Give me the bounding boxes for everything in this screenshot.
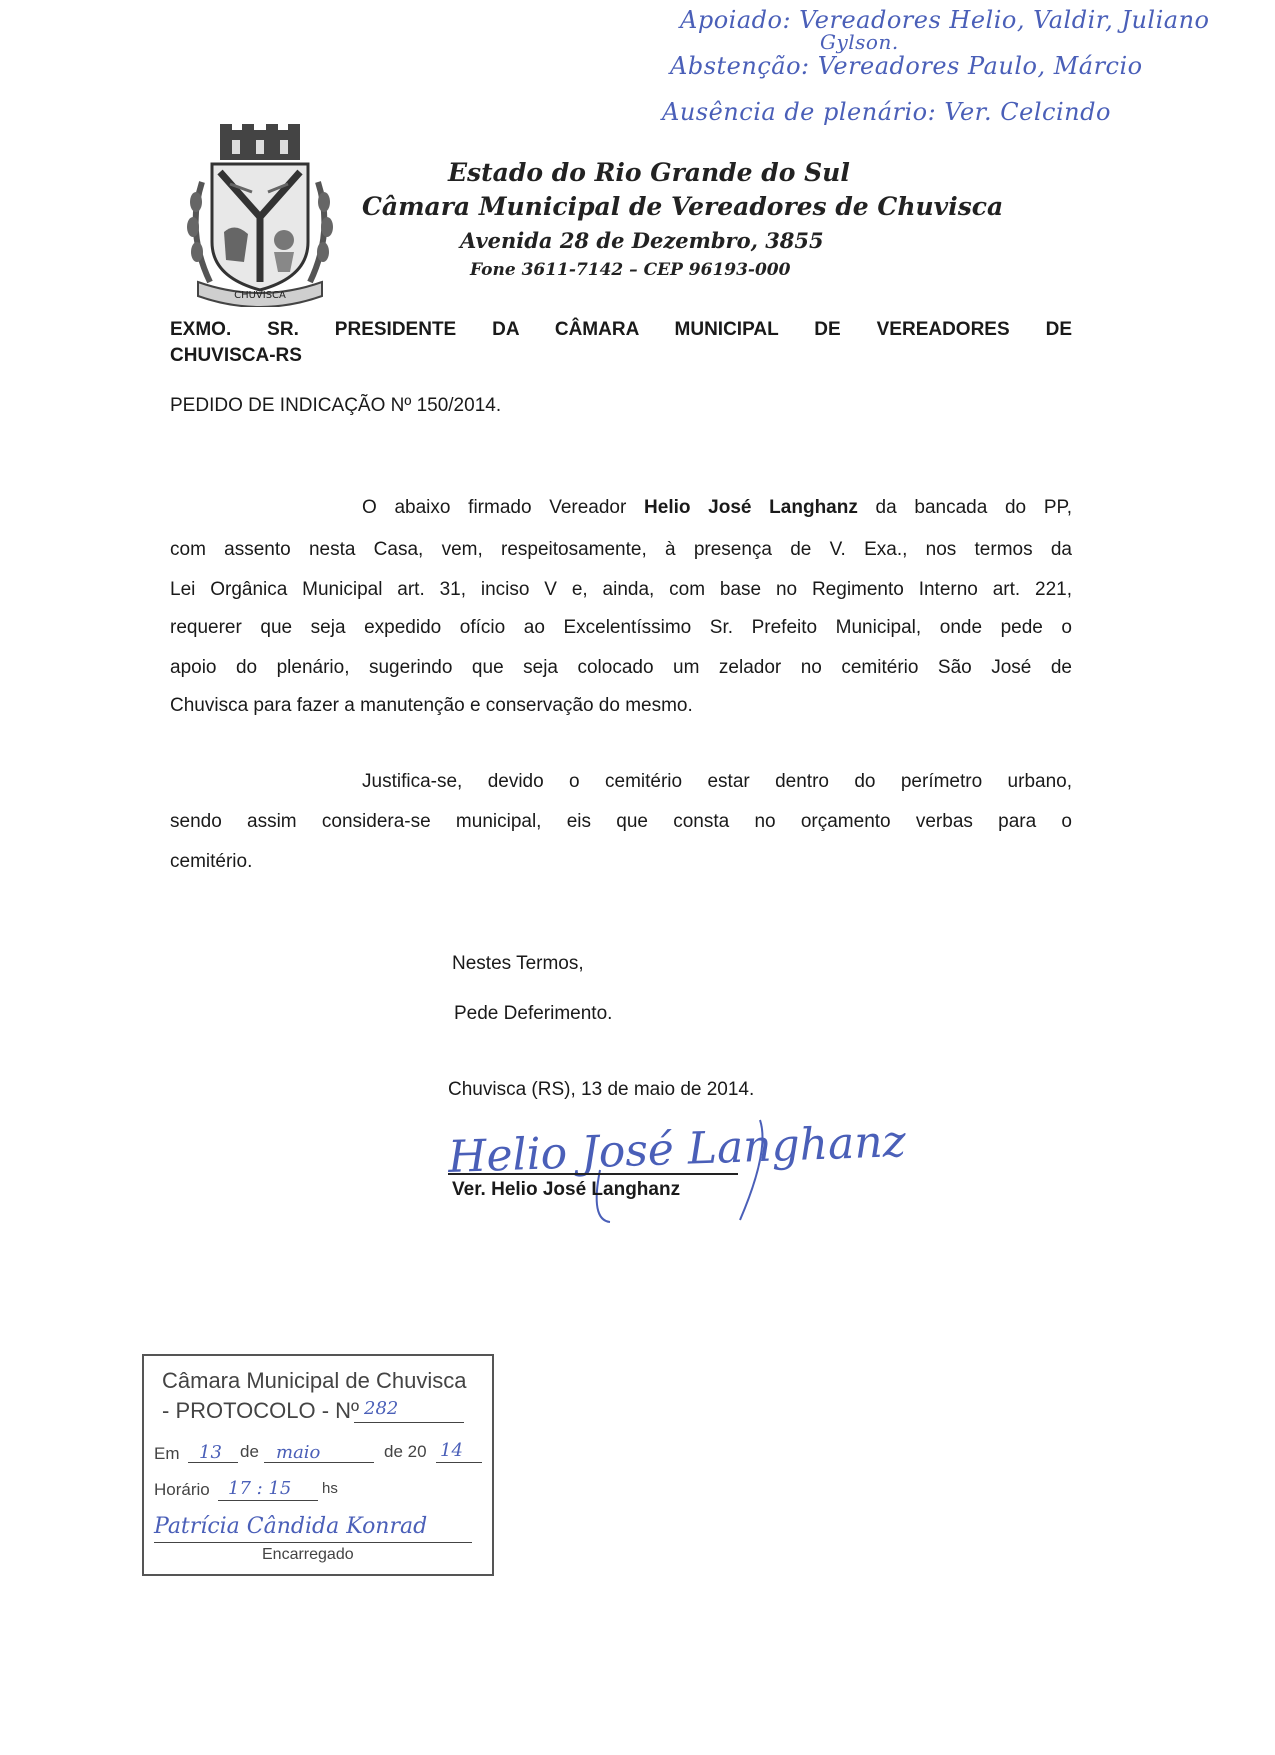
stamp-em-label: Em: [154, 1444, 180, 1463]
annotation-absence: Ausência de plenário: Ver. Celcindo: [662, 98, 1111, 126]
stamp-protocol-label: - PROTOCOLO - Nº: [162, 1398, 360, 1423]
stamp-clerk-line: [154, 1542, 472, 1543]
closing-request: Pede Deferimento.: [454, 1003, 613, 1024]
stamp-year-label: de 20: [384, 1442, 427, 1461]
signature-line: [448, 1173, 738, 1175]
signature-printed-name: Ver. Helio José Langhanz: [452, 1179, 681, 1200]
paragraph-1-line-2: com assento nesta Casa, vem, respeitosamente, à presença de V. Exa., nos termos da: [170, 539, 1072, 560]
stamp-title: Câmara Municipal de Chuvisca: [162, 1368, 467, 1393]
annotation-supported: Apoiado: Vereadores Helio, Valdir, Juliano: [680, 6, 1210, 34]
stamp-time-value: 17 : 15: [228, 1478, 292, 1499]
paragraph-2-line-2: sendo assim considera-se municipal, eis que consta no orçamento verbas para o: [170, 811, 1072, 832]
letterhead-state: Estado do Rio Grande do Sul: [448, 158, 850, 187]
stamp-protocol-line: [354, 1422, 464, 1423]
paragraph-1-line-5: apoio do plenário, sugerindo que seja colocado um zelador no cemitério São José de: [170, 657, 1072, 678]
closing-place-date: Chuvisca (RS), 13 de maio de 2014.: [448, 1079, 755, 1100]
stamp-year: 14: [440, 1440, 463, 1461]
letterhead-phone: Fone 3611-7142 – CEP 96193-000: [470, 260, 791, 280]
stamp-protocol-number: 282: [364, 1398, 399, 1419]
paragraph-1-lead: O abaixo firmado Vereador: [362, 497, 645, 518]
paragraph-1-line-3: Lei Orgânica Municipal art. 31, inciso V e, ainda, com base no Regimento Interno art. 221,: [170, 579, 1072, 600]
stamp-year-line: [436, 1462, 482, 1463]
stamp-hs-label: hs: [322, 1480, 338, 1497]
municipal-crest-logo: [180, 122, 340, 307]
paragraph-1-party: da bancada do PP,: [857, 497, 1072, 518]
protocol-stamp: [142, 1354, 494, 1576]
stamp-time-line: [218, 1500, 318, 1501]
signature-script: Helio José Langhanz: [447, 1116, 907, 1183]
stamp-month: maio: [276, 1442, 321, 1463]
addressee-line-1: EXMO. SR. PRESIDENTE DA CÂMARA MUNICIPAL DE VEREADORES DE: [170, 319, 1072, 340]
letterhead-chamber: Câmara Municipal de Vereadores de Chuvisca: [362, 192, 1004, 221]
annotation-abstention: Abstenção: Vereadores Paulo, Márcio: [670, 52, 1143, 80]
paragraph-2-line-3: cemitério.: [170, 851, 253, 872]
request-title: PEDIDO DE INDICAÇÃO Nº 150/2014.: [170, 395, 502, 416]
paragraph-1-line-4: requerer que seja expedido ofício ao Excelentíssimo Sr. Prefeito Municipal, onde pede o: [170, 617, 1072, 638]
letterhead-address: Avenida 28 de Dezembro, 3855: [460, 228, 824, 253]
stamp-de-label: de: [240, 1442, 259, 1461]
annotation-supported-continued: Gylson.: [820, 30, 899, 54]
closing-terms: Nestes Termos,: [452, 953, 584, 974]
stamp-clerk-label: Encarregado: [262, 1546, 354, 1563]
paragraph-2-line-1: Justifica-se, devido o cemitério estar dentro do perímetro urbano,: [362, 771, 1072, 792]
paragraph-1-line-6: Chuvisca para fazer a manutenção e conservação do mesmo.: [170, 695, 693, 716]
stamp-day: 13: [199, 1442, 222, 1463]
stamp-time-label: Horário: [154, 1480, 210, 1499]
addressee-line-2: CHUVISCA-RS: [170, 345, 302, 366]
councilman-name: Helio José Langhanz: [644, 497, 858, 518]
crest-banner-text: CHUVISCA: [234, 290, 286, 301]
paragraph-1-line-1: [362, 498, 1072, 518]
handwritten-signature: [440, 1110, 907, 1230]
stamp-clerk-signature: Patrícia Cândida Konrad: [154, 1514, 428, 1539]
